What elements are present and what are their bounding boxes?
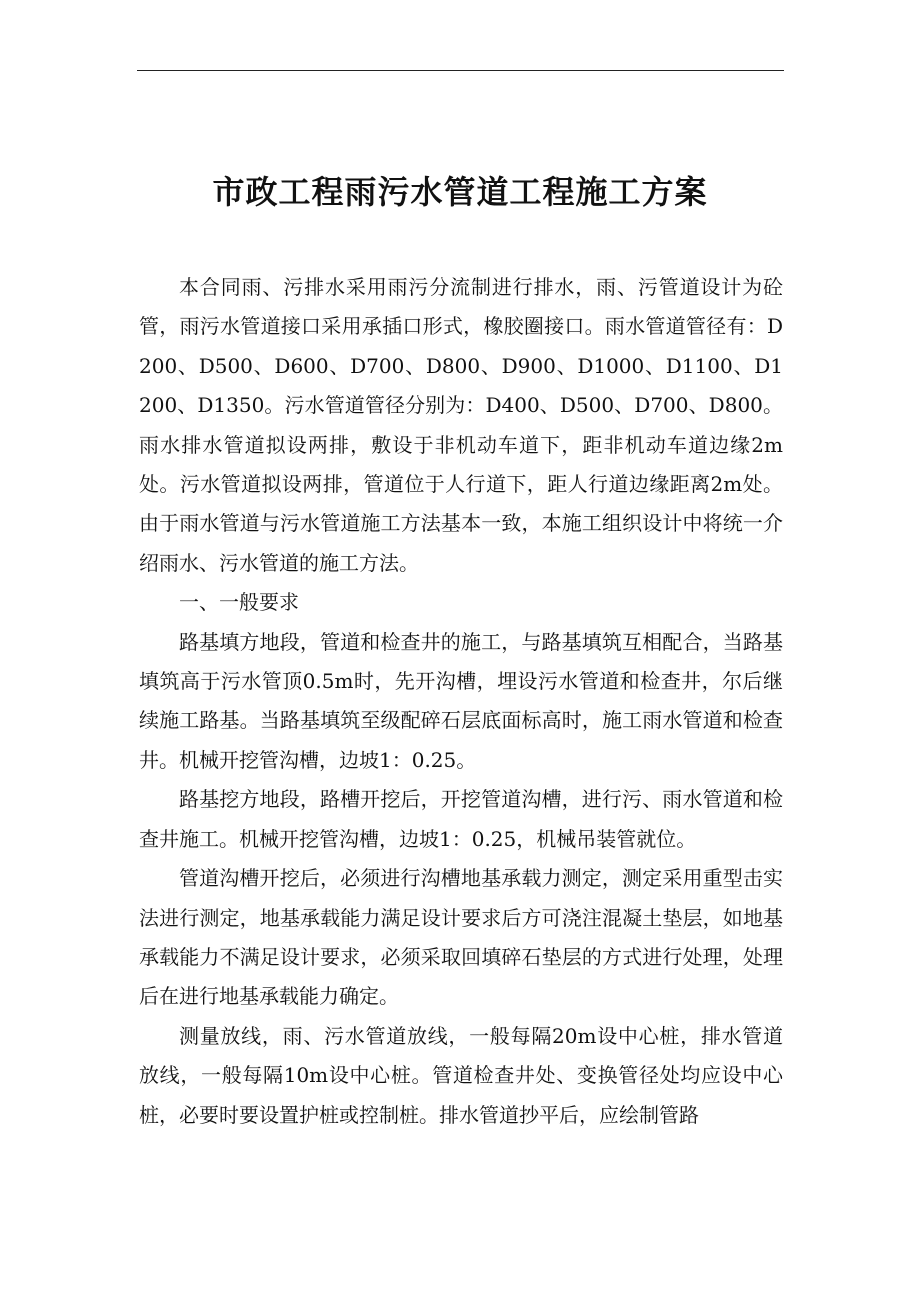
paragraph-cut-section: 路基挖方地段，路槽开挖后，开挖管道沟槽，进行污、雨水管道和检查井施工。机械开挖管沟槽，边坡1：0.25，机械吊装管就位。 xyxy=(139,787,783,851)
header-rule xyxy=(137,70,784,71)
document-title: 市政工程雨污水管道工程施工方案 xyxy=(212,173,708,211)
paragraph-intro: 本合同雨、污排水采用雨污分流制进行排水，雨、污管道设计为砼管，雨污水管道接口采用承插口形式，橡胶圈接口。雨水管道管径有：D200、D500、D600、D700、D800、D900、D1000、D1100、D1200、D1350。污水管道管径分别为：D400、D500、D700、D800。雨水排水管道拟设两排，敷设于非机动车道下，距非机动车道边缘2m处。污水管道拟设两排，管道位于人行道下，距人行道边缘距离2m处。由于雨水管道与污水管道施工方法基本一致，本施工组织设计中将统一介绍雨水、污水管道的施工方法。 xyxy=(139,275,783,575)
document-body xyxy=(139,268,783,1135)
paragraph-survey-layout: 测量放线，雨、污水管道放线，一般每隔20m设中心桩，排水管道放线，一般每隔10m设中心桩。管道检查井处、变换管径处均应设中心桩，必要时要设置护桩或控制桩。排水管道抄平后，应绘制管路 xyxy=(139,1023,783,1127)
section-heading: 一、一般要求 xyxy=(179,590,299,615)
paragraph-trench-bearing: 管道沟槽开挖后，必须进行沟槽地基承载力测定，测定采用重型击实法进行测定，地基承载能力满足设计要求后方可浇注混凝土垫层，如地基承载能力不满足设计要求，必须采取回填碎石垫层的方式进行处理，处理后在进行地基承载能力确定。 xyxy=(139,866,783,1009)
paragraph-fill-section: 路基填方地段，管道和检查井的施工，与路基填筑互相配合，当路基填筑高于污水管顶0.5m时，先开沟槽，埋设污水管道和检查井，尔后继续施工路基。当路基填筑至级配碎石层底面标高时，施工雨水管道和检查井。机械开挖管沟槽，边坡1：0.25。 xyxy=(139,629,783,772)
